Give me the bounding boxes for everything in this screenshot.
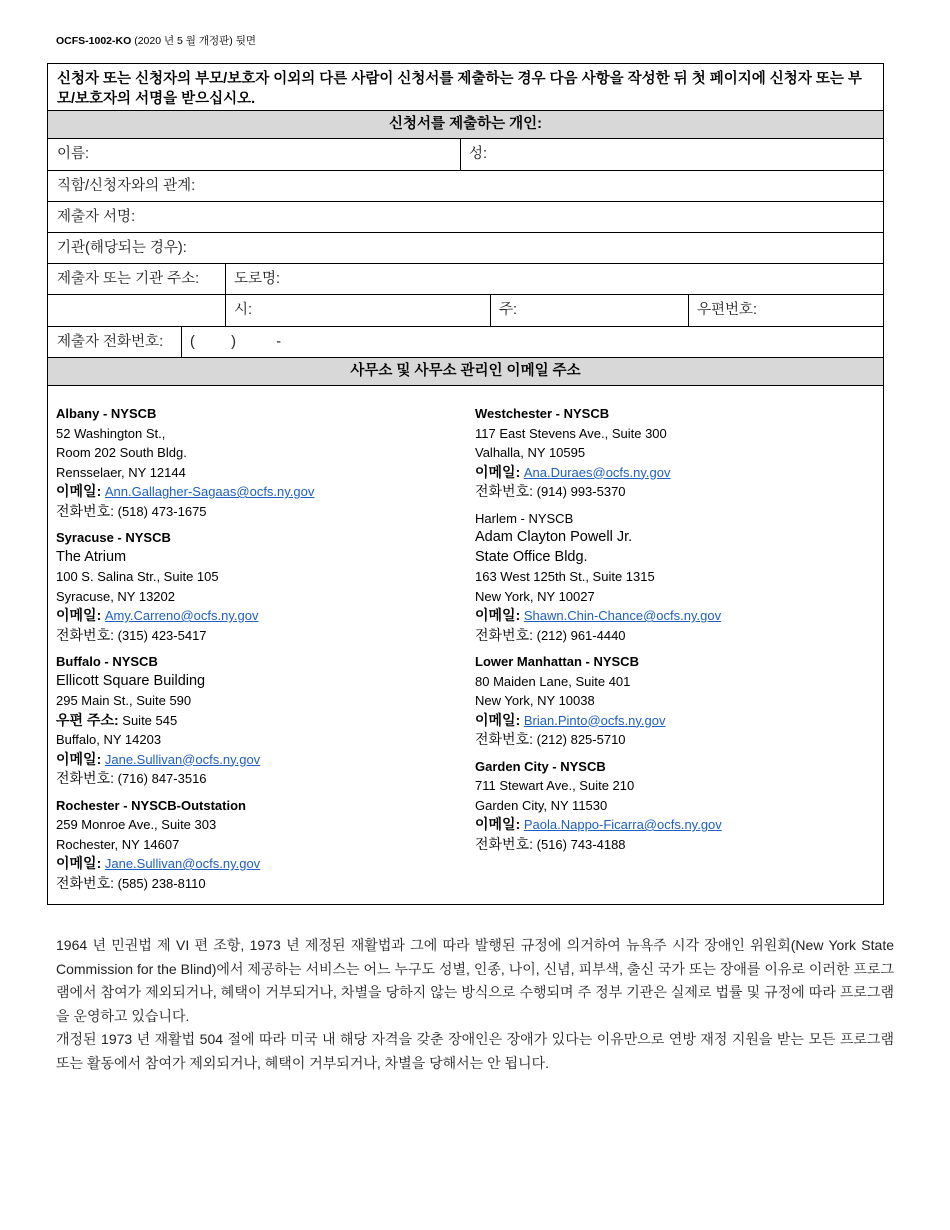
office-name: Garden City - NYSCB [475,758,606,774]
offices-list [48,386,883,904]
phone-label: 전화번호: [56,502,114,519]
agency-label: 기관(해당되는 경우): [57,240,187,256]
email-label: 이메일: [475,463,521,480]
office-albany [56,404,456,521]
phone-label-cell [48,327,181,357]
address-line: New York, NY 10038 [475,693,595,708]
address-line: Garden City, NY 11530 [475,797,608,813]
email-link[interactable]: Jane.Sullivan@ocfs.ny.gov [104,751,261,767]
building-name: Adam Clayton Powell Jr. [475,529,633,545]
last-name-field[interactable] [460,139,883,170]
state-field[interactable] [490,295,688,326]
state-label: 주: [499,302,518,318]
email-link[interactable]: Ana.Duraes@ocfs.ny.gov [523,464,671,480]
email-label: 이메일: [475,607,521,623]
signature-field[interactable] [48,202,883,232]
address-line: Room 202 South Bldg. [56,445,187,460]
phone-row [48,327,883,358]
address-line: Rensselaer, NY 12144 [56,464,186,480]
address-label: 제출자 또는 기관 주소: [57,271,200,287]
first-name-field[interactable] [48,139,460,170]
phone-number: (585) 238-8110 [117,875,206,891]
address-line: 711 Stewart Ave., Suite 210 [475,778,635,793]
signature-row [48,202,883,233]
offices-heading: 사무소 및 사무소 관리인 이메일 주소 [48,358,883,386]
email-label: 이메일: [56,855,102,871]
phone-label: 전화번호: [475,731,533,747]
office-name: Syracuse - NYSCB [56,530,171,545]
first-name-label: 이름: [57,146,90,162]
building-name: State Office Bldg. [475,548,588,565]
office-lower-manhattan [475,652,875,750]
phone-number: (716) 847-3516 [117,771,207,786]
address-line: 295 Main St., Suite 590 [56,693,192,708]
city-label: 시: [234,302,253,318]
phone-number: (212) 825-5710 [536,732,626,747]
address-line: 163 West 125th St., Suite 1315 [475,569,655,584]
nondiscrimination-notice [56,934,894,1075]
email-link[interactable]: Ann.Gallagher-Sagaas@ocfs.ny.gov [104,484,315,499]
email-label: 이메일: [56,750,102,767]
email-label: 이메일: [56,607,102,623]
form-edition: (2020 년 5 월 개정판) 뒷면 [134,35,256,47]
office-syracuse [56,528,456,645]
title-relationship-field[interactable] [48,171,883,201]
phone-template: ( ) - [190,334,282,350]
office-name: Westchester - NYSCB [475,406,610,421]
office-rochester [56,796,456,894]
title-row [48,171,883,202]
email-label: 이메일: [475,816,521,832]
submitter-heading: 신청서를 제출하는 개인: [48,111,883,139]
office-name: Harlem - NYSCB [475,510,574,526]
submitter-form [47,63,884,905]
phone-label: 전화번호: [56,770,114,786]
name-row [48,139,883,171]
phone-field[interactable] [181,327,883,357]
street-field[interactable] [225,264,883,294]
phone-number: (518) 473-1675 [117,503,207,519]
phone-number: (212) 961-4440 [536,627,626,643]
email-link[interactable]: Jane.Sullivan@ocfs.ny.gov [104,856,261,871]
office-name: Buffalo - NYSCB [56,654,158,669]
address-line: 259 Monroe Ave., Suite 303 [56,817,217,832]
email-link[interactable]: Shawn.Chin-Chance@ocfs.ny.gov [523,608,722,623]
email-link[interactable]: Brian.Pinto@ocfs.ny.gov [523,712,666,728]
city-row [48,295,883,327]
office-westchester [475,404,875,502]
address-line: Syracuse, NY 13202 [56,588,175,604]
last-name-label: 성: [469,146,488,162]
notice-paragraph-2: 개정된 1973 년 재활법 504 절에 따라 미국 내 해당 자격을 갖춘 장애인은 장애가 있다는 이유만으로 연방 재정 지원을 받는 모든 프로그램 또는 활동에서 참여가 제외되거나, 혜택이 거부되거나, 차별을 당해서는 안 됩니다. [56,1031,894,1071]
email-link[interactable]: Paola.Nappo-Ficarra@ocfs.ny.gov [523,817,722,832]
po-label: 우편 주소: [56,711,119,728]
zip-field[interactable] [688,295,883,326]
office-harlem [475,509,875,646]
offices-right-column [475,404,875,861]
notice-paragraph-1: 1964 년 민권법 제 VI 편 조항, 1973 년 제정된 재활법과 그에 따라 발행된 규정에 의거하여 뉴욕주 시각 장애인 위원회(New York State Commission for the Blind)에서 제공하는 서비스는 어느 누구도 성별, 인종, 나이, 신념, 피부색, 출신 국가 또는 장애를 이유로 이러한 프로그램에서 참여가 제외되거나, 혜택이 거부되거나, 차별을 당하지 않는 방식으로 수행되며 주 정부 기관은 실제로 법률 및 규정에 따라 프로그램을 운영하고 있습니다. [56,937,894,1024]
phone-number: (914) 993-5370 [536,484,626,499]
phone-label: 전화번호: [475,626,533,643]
address-line: 100 S. Salina Str., Suite 105 [56,569,219,584]
phone-label: 전화번호: [475,483,533,499]
address-row [48,264,883,295]
title-relationship-label: 직함/신청자와의 관계: [57,178,196,194]
form-code: OCFS-1002-KO [56,35,132,47]
office-name: Rochester - NYSCB-Outstation [56,797,246,813]
offices-left-column [56,404,456,900]
address-line: 52 Washington St., [56,425,166,441]
agency-field[interactable] [48,233,883,263]
address-line: Rochester, NY 14607 [56,836,180,852]
office-buffalo [56,652,456,789]
agency-row [48,233,883,264]
email-label: 이메일: [475,711,521,728]
address-line: New York, NY 10027 [475,588,595,604]
signature-label: 제출자 서명: [57,209,136,225]
intro-instructions: 신청자 또는 신청자의 부모/보호자 이외의 다른 사람이 신청서를 제출하는 경우 다음 사항을 작성한 뒤 첫 페이지에 신청자 또는 부모/보호자의 서명을 받으십시오. [48,64,883,111]
phone-number: (516) 743-4188 [536,836,626,852]
city-field[interactable] [225,295,490,326]
form-identifier [56,33,256,48]
phone-label: 전화번호: [56,874,114,891]
office-name: Lower Manhattan - NYSCB [475,654,639,669]
address-line: 117 East Stevens Ave., Suite 300 [475,425,667,441]
email-link[interactable]: Amy.Carreno@ocfs.ny.gov [104,608,259,623]
building-name: The Atrium [56,548,127,565]
address-label-cell [48,264,225,294]
email-label: 이메일: [56,483,102,499]
office-name: Albany - NYSCB [56,406,157,421]
phone-label: 제출자 전화번호: [57,334,164,350]
po-value: Suite 545 [122,712,178,728]
office-garden-city [475,757,875,855]
phone-label: 전화번호: [475,835,533,852]
zip-label: 우편번호: [697,302,758,318]
building-name: Ellicott Square Building [56,672,206,689]
address-line: 80 Maiden Lane, Suite 401 [475,673,631,689]
phone-label: 전화번호: [56,626,114,643]
address-line: Valhalla, NY 10595 [475,445,586,460]
address-line: Buffalo, NY 14203 [56,732,162,747]
street-label: 도로명: [234,271,281,287]
phone-number: (315) 423-5417 [117,627,207,643]
